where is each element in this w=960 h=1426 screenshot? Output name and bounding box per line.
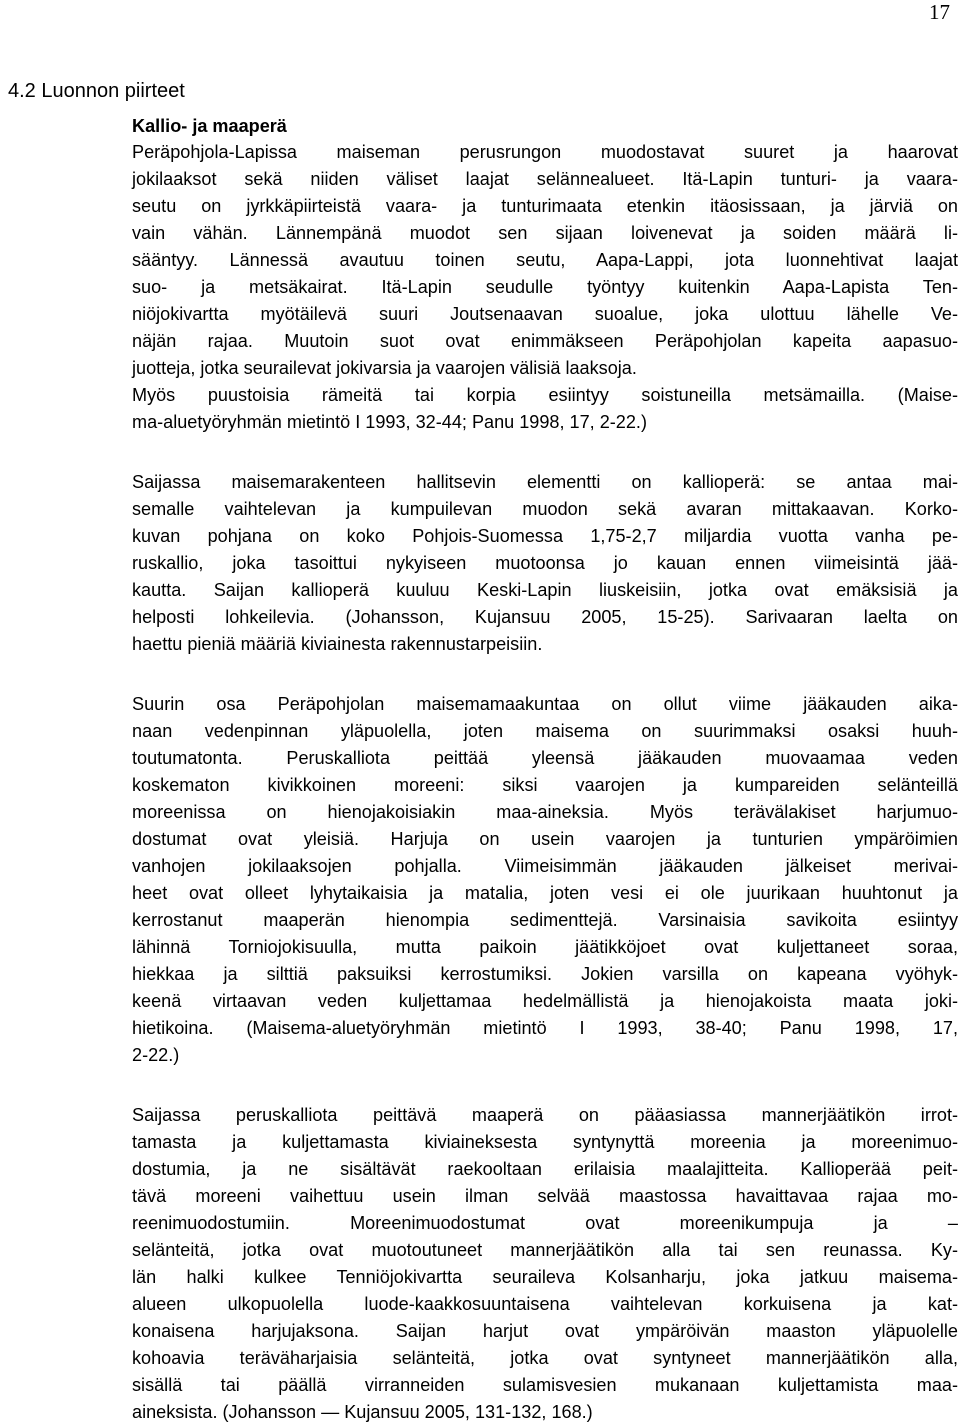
text-line: kautta. Saijan kallioperä kuuluu Keski-Lapin liuskeisiin, jotka ovat emäksisiä ja	[132, 580, 958, 600]
text-line: haettu pieniä määriä kiviainesta rakennustarpeisiin.	[132, 634, 543, 654]
subheading: Kallio- ja maaperä	[132, 116, 287, 136]
text-line: moreenissa on hienojakoisiakin maa-aineksia. Myös terävälakiset harjumuo-	[132, 802, 958, 822]
text-line: tävä moreeni vaihettuu usein ilman selvää maastossa havaittavaa rajaa mo-	[132, 1186, 958, 1206]
text-line: Peräpohjola-Lapissa maiseman perusrungon muodostavat suuret ja haarovat	[132, 142, 958, 162]
section-heading: 4.2 Luonnon piirteet	[8, 80, 185, 102]
text-line: seutu on jyrkkäpiirteistä vaara- ja tunturimaata etenkin itäosissaan, ja järviä on	[132, 196, 958, 216]
text-line: juotteja, jotka seurailevat jokivarsia ja vaarojen välisiä laaksoja.	[132, 358, 637, 378]
text-line: selänteitä, jotka ovat muotoutuneet mannerjäätikön alla tai sen reunassa. Ky-	[132, 1240, 958, 1260]
text-line: ma-aluetyöryhmän mietintö I 1993, 32-44; Panu 1998, 17, 2-22.)	[132, 412, 647, 432]
text-line: kuvan pohjana on koko Pohjois-Suomessa 1,75-2,7 miljardia vuotta vanha pe-	[132, 526, 958, 546]
text-line: vain vähän. Lännempänä muodot sen sijaan loivenevat ja soiden määrä li-	[132, 223, 958, 243]
document-body	[132, 113, 958, 1426]
paragraph-bedrock	[132, 469, 958, 658]
text-line: dostumat ovat yleisiä. Harjuja on usein vaarojen ja tunturien ympäröimien	[132, 829, 958, 849]
text-line: konaisena harjujaksona. Saijan harjut ovat ympäröivän maaston yläpuolelle	[132, 1321, 958, 1341]
text-line: hiekkaa ja silttiä paksuiksi kerrostumiksi. Jokien varsilla on kapeana vyöhyk-	[132, 964, 958, 984]
text-line: lähinnä Torniojokisuulla, mutta paikoin jäätikköjoet ovat kuljettaneet soraa,	[132, 937, 958, 957]
text-line: naan vedenpinnan yläpuolella, joten maisema on suurimmaksi osaksi huuh-	[132, 721, 958, 741]
text-line: kerrostanut maaperän hienompia sedimenttejä. Varsinaisia savikoita esiintyy	[132, 910, 958, 930]
text-line: sääntyy. Lännessä avautuu toinen seutu, Aapa-Lappi, jota luonnehtivat laajat	[132, 250, 958, 270]
text-line: aineksista. (Johansson — Kujansuu 2005, 131-132, 168.)	[132, 1402, 593, 1422]
text-line: alueen ulkopuolella luode-kaakkosuuntaisena vaihtelevan korkuisena ja kat-	[132, 1294, 958, 1314]
paragraph-landscape	[132, 139, 958, 436]
text-line: semalle vaihtelevan ja kumpuilevan muodon sekä avaran mittakaavan. Korko-	[132, 499, 958, 519]
text-line: koskematon kivikkoinen moreeni: siksi vaarojen ja kumpareiden selänteillä	[132, 775, 958, 795]
text-line: suo- ja metsäkairat. Itä-Lapin seudulle työntyy kuitenkin Aapa-Lapista Ten-	[132, 277, 958, 297]
text-line: näjän rajaa. Muutoin suot ovat enimmäkseen Peräpohjolan kapeita aapasuo-	[132, 331, 958, 351]
text-line: sisällä tai päällä virranneiden sulamisvesien mukanaan kuljettamista maa-	[132, 1375, 958, 1395]
paragraph-moraine	[132, 1102, 958, 1426]
text-line: Myös puustoisia rämeitä tai korpia esiintyy soistuneilla metsämailla. (Maise-	[132, 385, 958, 405]
text-line: jokilaaksot sekä niiden väliset laajat selännealueet. Itä-Lapin tunturi- ja vaara-	[132, 169, 958, 189]
text-line: keenä virtaavan veden kuljettamaa hedelmällistä ja hienojakoista maata joki-	[132, 991, 958, 1011]
text-line: Saijassa peruskalliota peittävä maaperä on pääasiassa mannerjäätikön irrot-	[132, 1105, 958, 1125]
text-line: toutumatonta. Peruskalliota peittää yleensä jääkauden muovaamaa veden	[132, 748, 958, 768]
text-line: Saijassa maisemarakenteen hallitsevin elementti on kallioperä: se antaa mai-	[132, 472, 958, 492]
text-line: ruskallio, joka tasoittui nykyiseen muotoonsa jo kauan ennen viimeisintä jää-	[132, 553, 958, 573]
text-line: Suurin osa Peräpohjolan maisemamaakuntaa on ollut viime jääkauden aika-	[132, 694, 958, 714]
text-line: vanhojen jokilaaksojen pohjalla. Viimeisimmän jääkauden jälkeiset merivai-	[132, 856, 958, 876]
paragraph-soil	[132, 691, 958, 1069]
text-line: reenimuodostumiin. Moreenimuodostumat ovat moreenikumpuja ja –	[132, 1213, 958, 1233]
text-line: heet ovat olleet lyhytaikaisia ja matalia, joten vesi ei ole juurikaan huuhtonut ja	[132, 883, 958, 903]
page-number: 17	[929, 0, 950, 24]
text-line: tamasta ja kuljettamasta kiviaineksesta syntynyttä moreenia ja moreenimuo-	[132, 1132, 958, 1152]
text-line: 2-22.)	[132, 1045, 180, 1065]
text-line: hietikoina. (Maisema-aluetyöryhmän mietintö I 1993, 38-40; Panu 1998, 17,	[132, 1018, 958, 1038]
text-line: kohoavia teräväharjaisia selänteitä, jotka ovat syntyneet mannerjäätikön alla,	[132, 1348, 958, 1368]
text-line: län halki kulkee Tenniöjokivartta seuraileva Kolsanharju, joka jatkuu maisema-	[132, 1267, 958, 1287]
text-line: dostumia, ja ne sisältävät raekooltaan erilaisia maalajitteita. Kallioperää peit-	[132, 1159, 958, 1179]
text-line: niöjokivartta myötäilevä suuri Joutsenaavan suoalue, joka ulottuu lähelle Ve-	[132, 304, 958, 324]
text-line: helposti lohkeilevia. (Johansson, Kujansuu 2005, 15-25). Sarivaaran laelta on	[132, 607, 958, 627]
